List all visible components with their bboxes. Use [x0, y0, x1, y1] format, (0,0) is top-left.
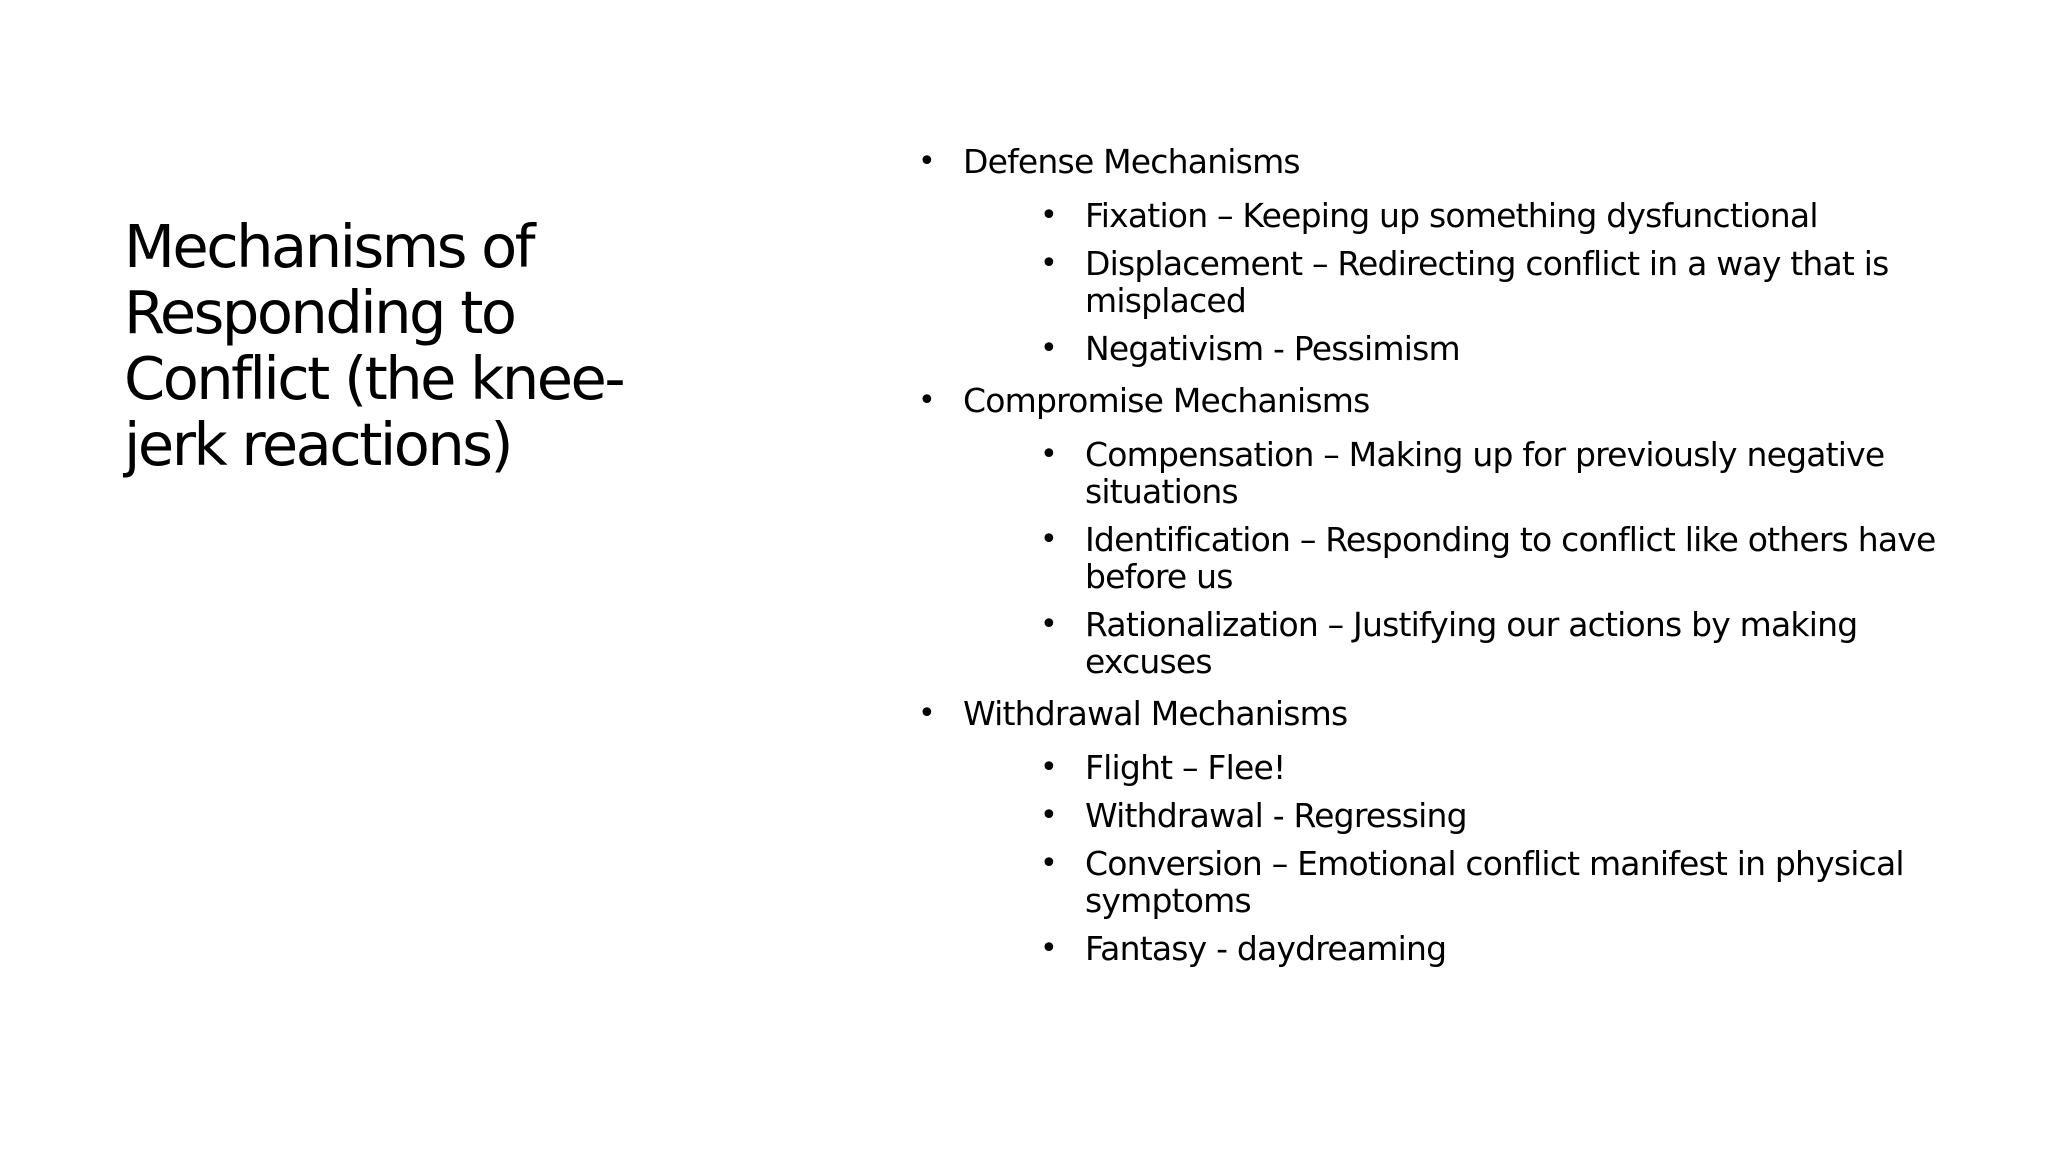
- bullet-icon: •: [1040, 246, 1057, 281]
- list-item: [963, 197, 1958, 234]
- sub-list: [963, 436, 1958, 680]
- bullet-icon: •: [1040, 437, 1057, 472]
- list-item: [963, 749, 1958, 786]
- bullet-icon: •: [1040, 198, 1057, 233]
- list-item: [963, 245, 1958, 319]
- sub-list: [963, 749, 1958, 967]
- list-item: [963, 606, 1958, 680]
- list-item-text: Withdrawal - Regressing: [1085, 796, 1467, 835]
- list-item: [963, 330, 1958, 367]
- bullet-icon: •: [1040, 750, 1057, 785]
- bullet-icon: •: [1040, 607, 1057, 642]
- list-item: [963, 521, 1958, 595]
- list-item-text: Conversion – Emotional conflict manifest in physical symptoms: [1085, 844, 1904, 920]
- list-item: [963, 797, 1958, 834]
- list-item-text: Identification – Responding to conflict like others have before us: [1085, 520, 1936, 596]
- bullet-content: [918, 138, 1958, 967]
- bullet-icon: •: [1040, 846, 1057, 881]
- list-item-text: Fixation – Keeping up something dysfunctional: [1085, 196, 1818, 235]
- group-withdrawal-mechanisms: [918, 690, 1958, 967]
- list-item-text: Fantasy - daydreaming: [1085, 929, 1447, 968]
- group-label: Defense Mechanisms: [963, 142, 1300, 181]
- bullet-icon: •: [918, 383, 935, 418]
- group-label: Withdrawal Mechanisms: [963, 694, 1348, 733]
- slide-title: Mechanisms of Responding to Conflict (the knee- jerk reactions): [124, 212, 624, 479]
- sub-list: [963, 197, 1958, 367]
- group-label: Compromise Mechanisms: [963, 381, 1370, 420]
- list-item: [963, 930, 1958, 967]
- list-item-text: Compensation – Making up for previously negative situations: [1085, 435, 1885, 511]
- group-defense-mechanisms: [918, 138, 1958, 367]
- list-item: [963, 436, 1958, 510]
- list-item-text: Negativism - Pessimism: [1085, 329, 1460, 368]
- group-compromise-mechanisms: [918, 377, 1958, 680]
- bullet-icon: •: [918, 696, 935, 731]
- bullet-icon: •: [1040, 331, 1057, 366]
- bullet-icon: •: [1040, 798, 1057, 833]
- list-item: [963, 845, 1958, 919]
- list-item-text: Flight – Flee!: [1085, 748, 1286, 787]
- bullet-icon: •: [918, 144, 935, 179]
- bullet-icon: •: [1040, 931, 1057, 966]
- bullet-icon: •: [1040, 522, 1057, 557]
- list-item-text: Rationalization – Justifying our actions by making excuses: [1085, 605, 1858, 681]
- list-item-text: Displacement – Redirecting conflict in a way that is misplaced: [1085, 244, 1889, 320]
